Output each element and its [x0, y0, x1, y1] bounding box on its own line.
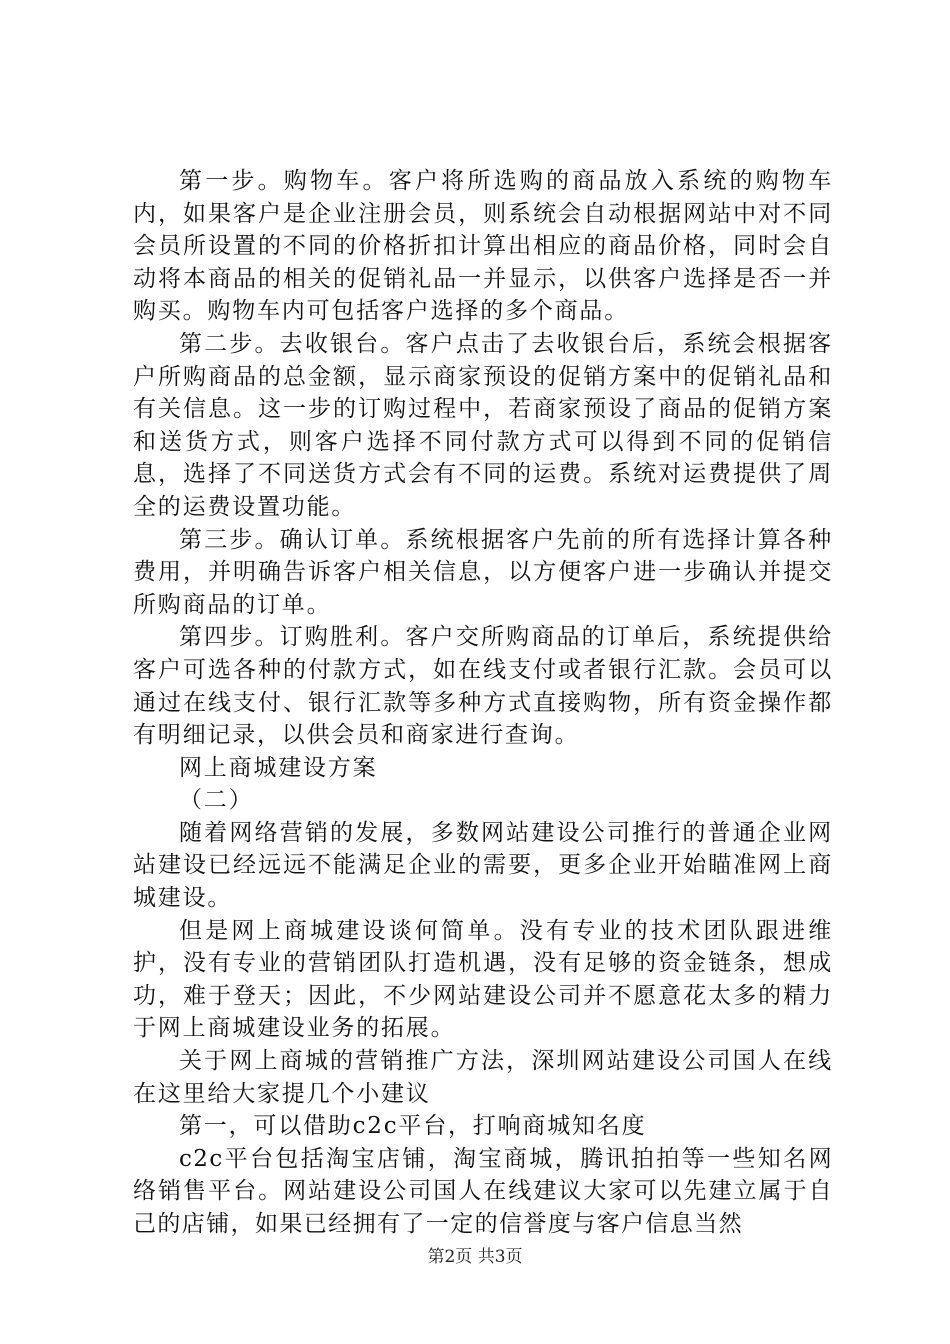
page-footer: 第2页 共3页 [427, 1247, 523, 1267]
paragraph-step-three: 第三步。确认订单。系统根据客户先前的所有选择计算各种费用，并明确告诉客户相关信息，以方便客户进一步确认并提交所购商品的订单。 [133, 526, 833, 618]
paragraph-point-one: 第一，可以借助c2c平台，打响商城知名度 [179, 1113, 647, 1140]
paragraph-step-one: 第一步。购物车。客户将所选购的商品放入系统的购物车内，如果客户是企业注册会员，则系统会自动根据网站中对不同会员所设置的不同的价格折扣计算出相应的商品价格，同时会自动将本商品的相关的促销礼品一并显示，以供客户选择是否一并购买。购物车内可包括客户选择的多个商品。 [133, 168, 833, 325]
paragraph-intro: 随着网络营销的发展，多数网站建设公司推行的普通企业网站建设已经远远不能满足企业的需要，更多企业开始瞄准网上商城建设。 [133, 819, 833, 912]
section-number: （二） [179, 787, 254, 814]
section-heading: 网上商城建设方案 [179, 754, 378, 781]
paragraph-step-four: 第四步。订购胜利。客户交所购商品的订单后，系统提供给客户可选各种的付款方式，如在线支付或者银行汇款。会员可以通过在线支付、银行汇款等多种方式直接购物，所有资金操作都有明细记录，以供会员和商家进行查询。 [133, 624, 833, 749]
paragraph-difficulty: 但是网上商城建设谈何简单。没有专业的技术团队跟进维护，没有专业的营销团队打造机遇，没有足够的资金链条，想成功，难于登天；因此，不少网站建设公司并不愿意花太多的精力于网上商城建设业务的拓展。 [133, 917, 833, 1042]
paragraph-suggestions: 关于网上商城的营销推广方法，深圳网站建设公司国人在线在这里给大家提几个小建议 [133, 1048, 833, 1107]
paragraph-c2c: c2c平台包括淘宝店铺，淘宝商城，腾讯拍拍等一些知名网络销售平台。网站建设公司国人在线建议大家可以先建立属于自己的店铺，如果已经拥有了一定的信誉度与客户信息当然 [133, 1145, 833, 1237]
document-body [133, 165, 833, 1241]
paragraph-step-two: 第二步。去收银台。客户点击了去收银台后，系统会根据客户所购商品的总金额，显示商家预设的促销方案中的促销礼品和有关信息。这一步的订购过程中，若商家预设了商品的促销方案和送货方式，则客户选择不同付款方式可以得到不同的促销信息，选择了不同送货方式会有不同的运费。系统对运费提供了周全的运费设置功能。 [133, 330, 833, 520]
